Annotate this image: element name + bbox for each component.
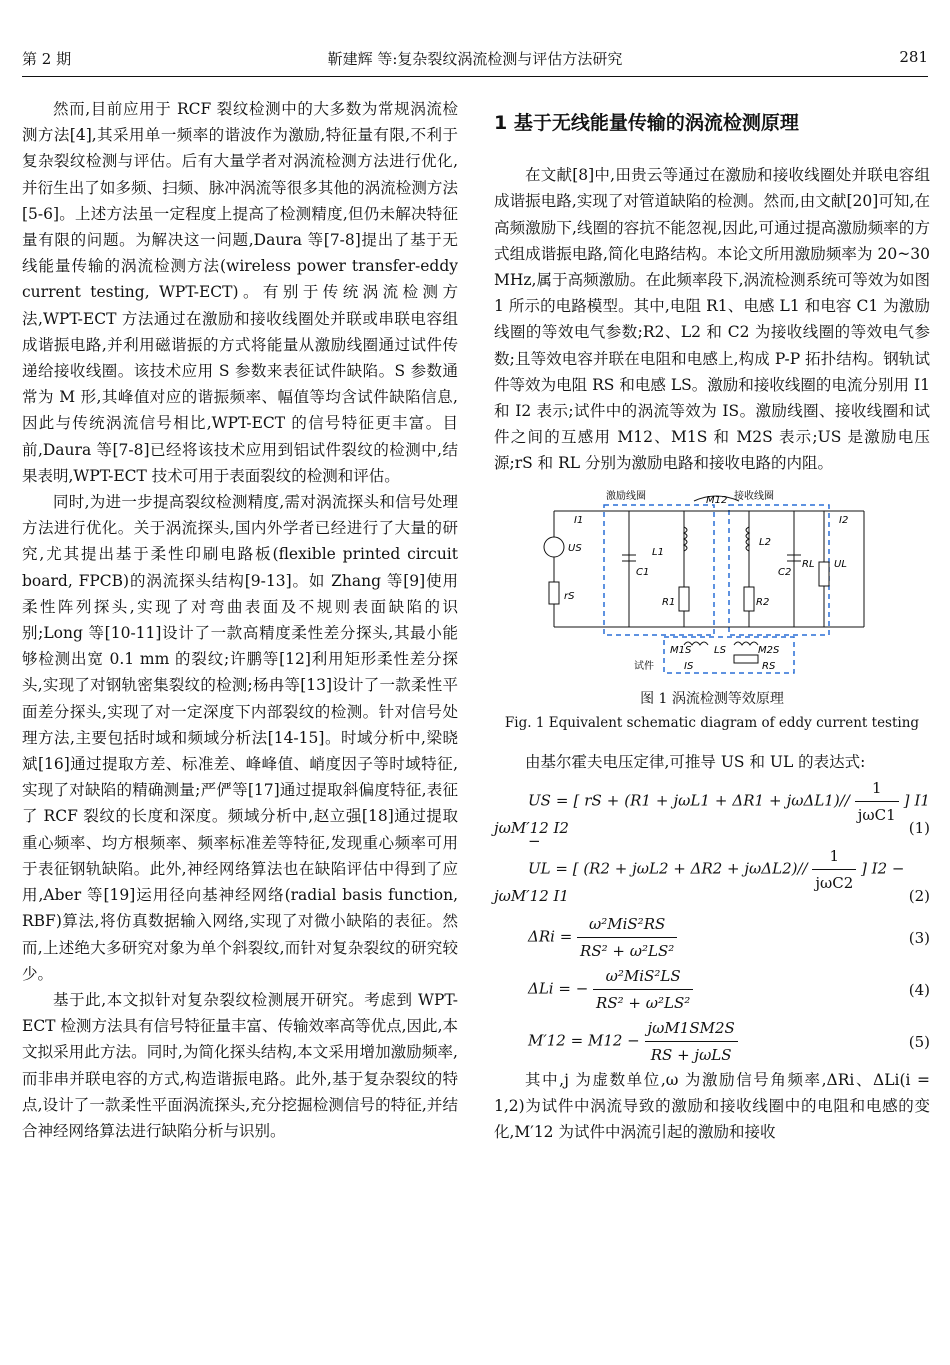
eq3-lhs: ΔRi = xyxy=(528,927,573,946)
equation-1-cont xyxy=(494,815,930,843)
label-r1: R1 xyxy=(662,596,676,608)
label-specimen: 试件 xyxy=(634,660,654,672)
excitation-coil-box xyxy=(604,505,714,635)
resistor-r1-icon xyxy=(679,587,689,611)
label-rs: rS xyxy=(564,590,575,602)
label-ul: UL xyxy=(834,558,847,570)
label-is: IS xyxy=(684,660,694,672)
page-header xyxy=(22,48,928,72)
eq5-number: (5) xyxy=(908,1032,930,1051)
label-ls: LS xyxy=(714,644,726,656)
eq2-fraction: $\frac{1}{\text{jωC2}}$ xyxy=(812,843,856,896)
right-column xyxy=(494,96,930,1145)
paragraph: 基于此,本文拟针对复杂裂纹检测展开研究。考虑到 WPT-ECT 检测方法具有信号特征量丰富、传输效率高等优点,因此,本文拟采用此方法。同时,为简化探头结构,本文采用增加激励频率,而非串并联电容的方式,构造谐振电路。此外,基于复杂裂纹的特点,设计了一款柔性平面涡流探头,充分挖掘检测信号的特征,并结合神经网络算法进行缺陷分析与识别。 xyxy=(22,990,458,1140)
eq1-fraction: $\frac{1}{\text{jωC1}}$ xyxy=(855,775,899,828)
circuit-diagram xyxy=(534,487,914,675)
paragraph: 由基尔霍夫电压定律,可推导 US 和 UL 的表达式: xyxy=(525,752,866,771)
resistor-rs-icon xyxy=(549,582,559,604)
label-m2s: M2S xyxy=(758,644,780,656)
figure-1-circuit xyxy=(534,487,914,675)
eq2-number: (2) xyxy=(908,886,930,905)
eq3-number: (3) xyxy=(908,928,930,947)
equation-5 xyxy=(494,1015,930,1067)
label-l1: L1 xyxy=(652,546,664,558)
voltage-source-icon xyxy=(544,537,564,557)
eq4-fraction: $\frac{\text{ω²MiS²LS}}{\text{RS² + ω²LS²}}$ xyxy=(593,963,693,1016)
paragraph: 其中,j 为虚数单位,ω 为激励信号角频率,ΔRi、ΔLi(i = 1,2)为试件中涡流导致的激励和接收线圈中的电阻和电感的变化,M′12 为试件中涡流引起的激励和接收 xyxy=(494,1070,930,1142)
eq2-part-b: ] I2 − xyxy=(861,859,905,878)
eq1-part-a: US = [ rS + (R1 + jωL1 + ΔR1 + jωΔL1)// xyxy=(528,791,850,810)
equation-3 xyxy=(494,911,930,963)
figure-caption-cn: 图 1 涡流检测等效原理 xyxy=(640,690,784,707)
label-l2: L2 xyxy=(759,536,771,548)
label-receiver-coil: 接收线圈 xyxy=(734,490,774,502)
label-m1s: M1S xyxy=(670,644,692,656)
paragraph: 然而,目前应用于 RCF 裂纹检测中的大多数为常规涡流检测方法[4],其采用单一频率的谐波作为激励,特征量有限,不利于复杂裂纹检测与评估。后有大量学者对涡流检测方法进行优化,并衍生出了如多频、扫频、脉冲涡流等很多其他的涡流检测方法[5-6]。上述方法虽一定程度上提高了检测精度,但仍未解决特征量有限的问题。为解决这一问题,Daura 等[7-8]提出了基于无线能量传输的涡流检测方法(wireless power transfer-eddy current testing, WPT-ECT)。有别于传统涡流检测方法,WPT-ECT 方法通过在激励和接收线圈处并联或串联电容组成谐振电路,并利用磁谐振的方式将能量从激励线圈通过试件传递给接收线圈。该技术应用 S 参数来表征试件缺陷。S 参数通常为 M 形,其峰值对应的谐振频率、幅值等均含试件缺陷信息,因此与传统涡流信号相比,WPT-ECT 的信号特征更丰富。目前,Daura 等[7-8]已经将该技术应用到铝试件裂纹的检测中,结果表明,WPT-ECT 技术可用于表面裂纹的检测和评估。 xyxy=(22,100,458,485)
page-number: 281 xyxy=(899,48,928,66)
label-m12: M12 xyxy=(706,494,728,506)
eq2-part-c: jωM′12 I1 xyxy=(494,886,569,905)
issue-number: 第 2 期 xyxy=(22,50,72,68)
equation-2-cont xyxy=(494,883,930,911)
header-rule xyxy=(22,76,928,77)
section-heading: 1 基于无线能量传输的涡流检测原理 xyxy=(494,112,799,134)
label-excitation-coil: 激励线圈 xyxy=(606,490,646,502)
label-c2: C2 xyxy=(778,566,792,578)
paragraph: 在文献[8]中,田贵云等通过在激励和接收线圈处并联电容组成谐振电路,实现了对管道缺陷的检测。然而,由文献[20]可知,在高频激励下,线圈的容抗不能忽视,因此,可通过提高激励频率的方式组成谐振电路,简化电路结构。本论文所用激励频率为 20~30 MHz,属于高频激励。在此频率段下,涡流检测系统可等效为如图 1 所示的电路模型。其中,电阻 R1、电感 L1 和电容 C1 为激励线圈的等效电气参数;R2、L2 和 C2 为接收线圈的等效电气参数;且等效电容并联在电阻和电感上,构成 P-P 拓扑结构。钢轨试件等效为电阻 RS 和电感 LS。激励和接收线圈的电流分别用 I1 和 I2 表示;试件中的涡流等效为 IS。激励线圈、接收线圈和试件之间的互感用 M12、M1S 和 M2S 表示;US 是激励电压源;rS 和 RL 分别为激励电路和接收电路的内阻。 xyxy=(494,166,930,473)
load-resistor-icon xyxy=(819,562,829,586)
label-c1: C1 xyxy=(636,566,650,578)
eq1-part-b: ] I1 − xyxy=(528,791,930,851)
eq5-fraction: $\frac{\text{jωM1SM2S}}{\text{RS + jωLS}}$ xyxy=(645,1015,738,1068)
equation-4 xyxy=(494,963,930,1015)
resistor-r2-icon xyxy=(744,587,754,611)
figure-caption-en: Fig. 1 Equivalent schematic diagram of eddy current testing xyxy=(504,714,920,731)
label-us: US xyxy=(568,542,582,554)
eq1-part-c: jωM′12 I2 xyxy=(494,818,569,837)
equation-2 xyxy=(494,843,930,893)
eq5-lhs: M′12 = M12 − xyxy=(528,1031,640,1050)
specimen-resistor-icon xyxy=(734,655,758,663)
label-rs-specimen: RS xyxy=(762,660,776,672)
eq4-lhs: ΔLi = − xyxy=(528,979,589,998)
eq2-part-a: UL = [ (R2 + jωL2 + ΔR2 + jωΔL2)// xyxy=(528,859,808,878)
label-r2: R2 xyxy=(756,596,770,608)
eq1-number: (1) xyxy=(908,818,930,837)
label-rl: RL xyxy=(802,558,815,570)
paragraph: 同时,为进一步提高裂纹检测精度,需对涡流探头和信号处理方法进行优化。关于涡流探头,国内外学者已经进行了大量的研究,尤其提出基于柔性印刷电路板(flexible printed circuit board, FPCB)的涡流探头结构[9-13]。如 Zhang 等[9]使用柔性阵列探头,实现了对弯曲表面及不规则表面缺陷的识别;Long 等[10-11]设计了一款高精度柔性差分探头,其最小能够检测出宽 0.1 mm 的裂纹;许鹏等[12]利用矩形柔性差分探头,实现了对钢轨密集裂纹的检测;杨冉等[13]设计了一款柔性平面差分探头,实现了对一定深度下内部裂纹的检测。针对信号处理方法,主要包括时域和频域分析法[14-15]。时域分析中,梁晓斌[16]通过提取方差、标准差、峰峰值、峭度因子等时域特征,实现了对缺陷的精确测量;严俨等[17]通过提取斜偏度特征,表征了 RCF 裂纹的长度和深度。频域分析中,赵立强[18]通过提取重心频率、均方根频率、频率标准差等特征,发现重心频率可用于表征钢轨缺陷。此外,神经网络算法也在缺陷评估中得到了应用,Aber 等[19]运用径向基神经网络(radial basis function, RBF)算法,将仿真数据输入网络,实现了对微小缺陷的表征。然而,上述绝大多研究对象为单个斜裂纹,而针对复杂裂纹的研究较少。 xyxy=(22,493,458,983)
label-i1: I1 xyxy=(574,514,584,526)
left-column xyxy=(22,96,458,1144)
label-i2: I2 xyxy=(839,514,849,526)
eq3-fraction: $\frac{\text{ω²MiS²RS}}{\text{RS² + ω²LS²}}$ xyxy=(577,911,677,964)
eq4-number: (4) xyxy=(908,980,930,999)
running-title: 靳建辉 等:复杂裂纹涡流检测与评估方法研究 xyxy=(327,50,623,68)
